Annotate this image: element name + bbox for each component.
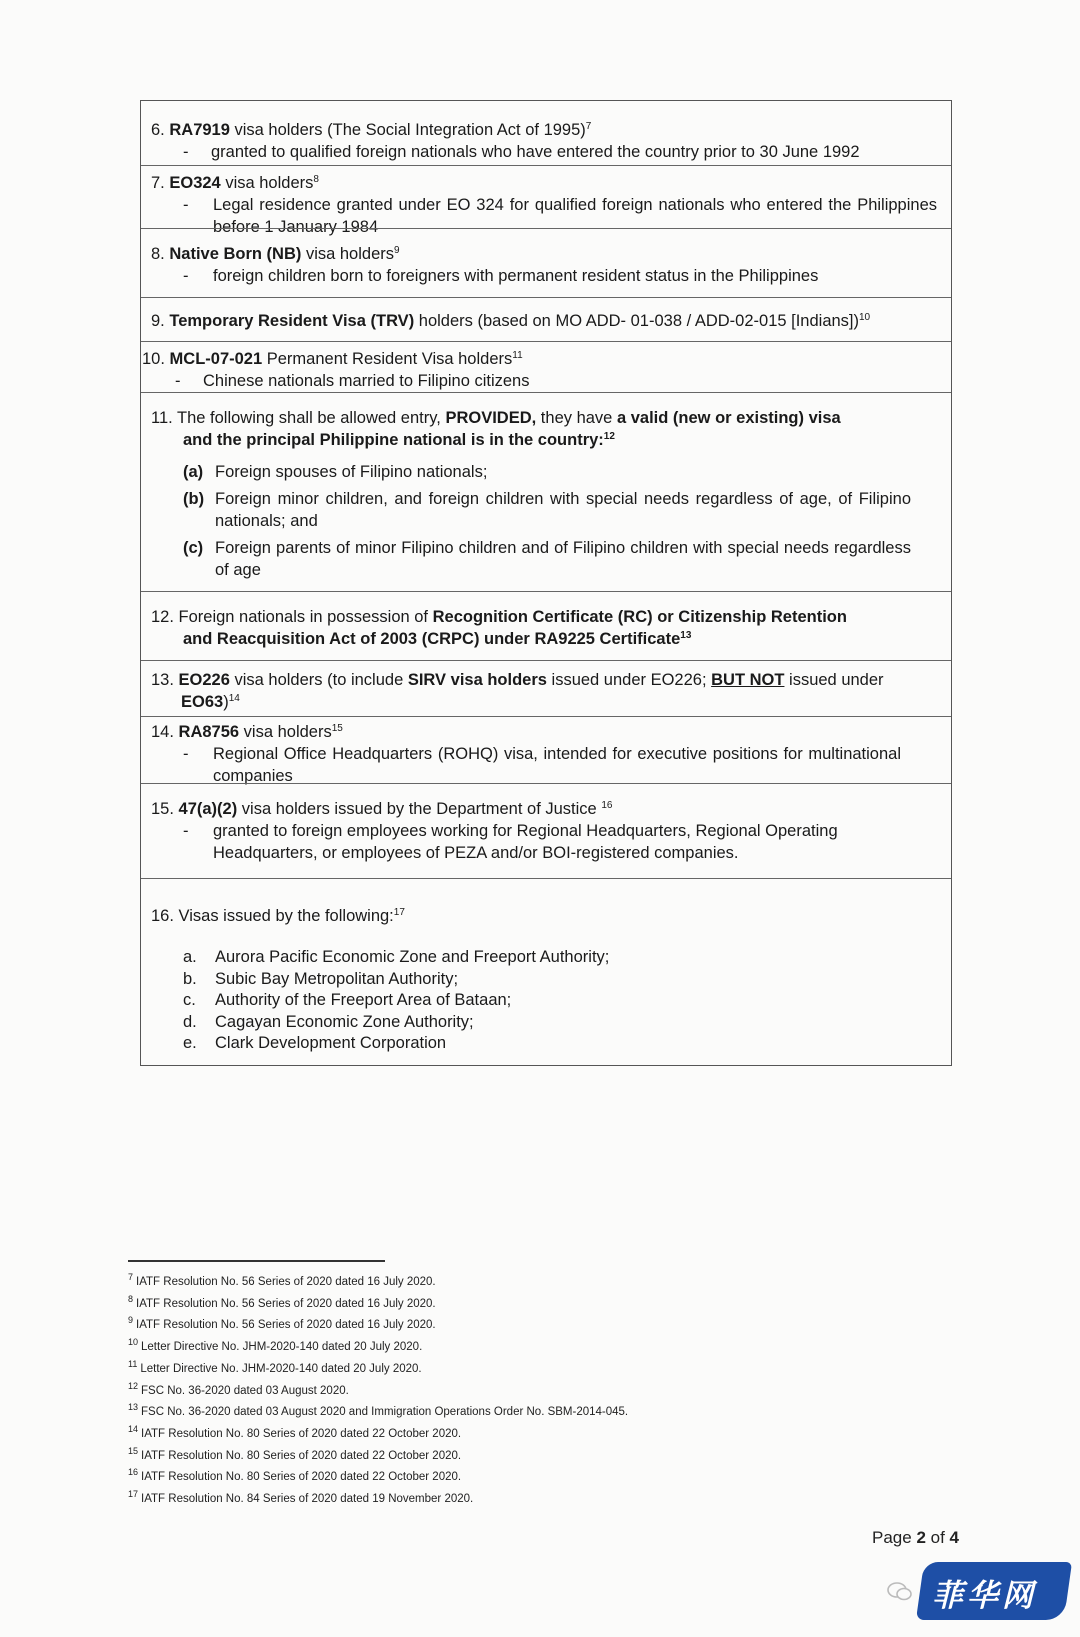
row-subtext: foreign children born to foreigners with permanent resident status in the Philippines (213, 267, 819, 285)
footnote-text: FSC No. 36-2020 dated 03 August 2020. (141, 1384, 349, 1397)
list-item (141, 461, 951, 483)
row-text: visa holders (239, 723, 332, 741)
list-item (141, 947, 951, 969)
footnote (128, 1467, 628, 1489)
list-item-label: (b) (183, 490, 205, 508)
footnote-text: Letter Directive No. JHM-2020-140 dated 20 July 2020. (140, 1362, 422, 1375)
watermark-text: 菲华网 (932, 1578, 1037, 1614)
item-number: 10. (142, 350, 170, 368)
list-item (141, 969, 951, 991)
condition-text: a valid (new or existing) visa (616, 409, 841, 427)
row-text: they have (536, 409, 617, 427)
visa-type: Native Born (NB) (169, 245, 302, 263)
item-number: 15. (151, 800, 179, 818)
visa-type: EO324 (169, 174, 221, 192)
list-item-text: Foreign minor children, and foreign children with special needs regardless of age, of Filipino nationals; and (215, 490, 911, 530)
list-item-text: Authority of the Freeport Area of Bataan; (215, 991, 512, 1009)
footnote-text: IATF Resolution No. 56 Series of 2020 dated 16 July 2020. (136, 1276, 436, 1288)
exclusion-text: BUT NOT (711, 671, 785, 689)
footnote-number: 11 (128, 1358, 138, 1369)
row-subtext: Legal residence granted under EO 324 for qualified foreign nationals who entered the Philippines before 1 January 1984 (213, 196, 937, 236)
footnote (128, 1381, 628, 1403)
chat-bubble-icon (886, 1580, 914, 1604)
page-current: 2 (916, 1528, 926, 1547)
list-item-label: e. (183, 1034, 197, 1052)
list-item-label: b. (183, 969, 197, 988)
footnote-text: Letter Directive No. JHM-2020-140 dated 20 July 2020. (141, 1341, 423, 1354)
table-row (141, 228, 951, 297)
footnote-number: 7 (128, 1272, 134, 1282)
table-row (141, 783, 951, 878)
row-text: visa holders (The Social Integration Act of 1995) (229, 121, 586, 139)
item-number: 13. (151, 671, 179, 689)
dash-bullet: - (183, 822, 189, 840)
footnote-number: 13 (128, 1402, 139, 1413)
footnote-text: IATF Resolution No. 84 Series of 2020 dated 19 November 2020. (141, 1493, 474, 1506)
footnote-ref: 14 (228, 693, 240, 704)
table-row (141, 660, 951, 716)
footnote-ref: 13 (680, 630, 692, 641)
footnote (128, 1272, 628, 1294)
row-heading (141, 393, 951, 451)
list-item-text: Foreign parents of minor Filipino children and of Filipino children with special needs regardless of age (215, 539, 911, 579)
footnote-text: IATF Resolution No. 80 Series of 2020 dated 22 October 2020. (141, 1427, 462, 1440)
dash-bullet: - (183, 267, 189, 285)
footnote-ref: 9 (394, 245, 400, 256)
row-heading (141, 229, 951, 265)
footnote (128, 1489, 628, 1511)
list-item (141, 488, 951, 532)
footnote-number: 17 (128, 1489, 139, 1500)
dash-bullet: - (183, 745, 189, 763)
item-number: 12. (151, 608, 179, 626)
row-text: visa holders (220, 174, 314, 192)
row-text: holders (based on MO ADD- 01-038 / ADD-02-015 [Indians]) (414, 312, 859, 330)
footnote-text: FSC No. 36-2020 dated 03 August 2020 and Immigration Operations Order No. SBM-2014-045. (141, 1406, 629, 1419)
footnote (128, 1359, 628, 1381)
list-item (141, 990, 951, 1012)
footnote-number: 12 (128, 1380, 139, 1391)
row-text: visa holders issued by the Department of Justice (237, 800, 602, 818)
footnote-number: 16 (128, 1467, 139, 1478)
visa-type: EO226 (178, 671, 230, 689)
footnote (128, 1337, 628, 1359)
row-heading (141, 717, 951, 743)
footnote-number: 14 (128, 1423, 139, 1434)
footnote-ref: 17 (393, 907, 405, 918)
table-row (141, 297, 951, 341)
certificate-text: Recognition Certificate (RC) or Citizenship Retention (432, 608, 847, 626)
page-label: Page (872, 1528, 917, 1547)
list-item-label: (c) (183, 539, 204, 557)
footnote-text: IATF Resolution No. 80 Series of 2020 dated 22 October 2020. (141, 1449, 462, 1462)
footnote-text: IATF Resolution No. 80 Series of 2020 dated 22 October 2020. (141, 1471, 462, 1484)
visa-type: RA8756 (178, 723, 240, 741)
item-number: 7. (151, 174, 170, 192)
footnotes (128, 1272, 628, 1511)
row-subtext: Chinese nationals married to Filipino citizens (203, 372, 530, 390)
list-item-label: d. (183, 1012, 197, 1031)
row-heading (141, 298, 951, 332)
row-text: The following shall be allowed entry, (177, 409, 446, 427)
footnote-ref: 10 (859, 312, 871, 323)
item-number: 11. (151, 409, 177, 427)
certificate-text: and Reacquisition Act of 2003 (CRPC) under RA9225 Certificate (183, 630, 681, 648)
footnote-number: 9 (128, 1315, 134, 1326)
row-text: ) (223, 693, 229, 711)
page-of: of (925, 1528, 950, 1547)
row-text: issued under (784, 671, 884, 689)
table-row (141, 878, 951, 1065)
dash-bullet: - (183, 143, 189, 161)
item-number: 8. (151, 245, 170, 263)
list-item-text: Foreign spouses of Filipino nationals; (215, 463, 488, 481)
visa-type: 47(a)(2) (178, 800, 238, 818)
dash-bullet: - (175, 372, 181, 390)
row-heading (141, 879, 951, 927)
table-row (141, 716, 951, 783)
row-heading (141, 661, 951, 713)
footnote-number: 8 (128, 1293, 134, 1304)
footnote-ref: 16 (601, 800, 613, 811)
table-row (141, 165, 951, 236)
list-item (141, 537, 951, 581)
page-total: 4 (949, 1528, 959, 1547)
item-number: 14. (151, 723, 179, 741)
footnote-text: IATF Resolution No. 56 Series of 2020 dated 16 July 2020. (136, 1319, 436, 1332)
proviso-label: PROVIDED, (445, 409, 537, 427)
footnote-number: 15 (128, 1445, 139, 1456)
footnote-ref: 8 (313, 174, 319, 185)
list-item-label: (a) (183, 463, 204, 481)
footnote-text: IATF Resolution No. 56 Series of 2020 dated 16 July 2020. (136, 1297, 436, 1310)
list-item-text: Cagayan Economic Zone Authority; (215, 1012, 474, 1031)
footnote (128, 1446, 628, 1468)
footnote (128, 1424, 628, 1446)
row-heading (141, 592, 951, 650)
item-number: 9. (151, 312, 170, 330)
dash-bullet: - (183, 196, 189, 214)
row-heading (141, 784, 951, 820)
row-heading (141, 342, 951, 370)
item-number: 16. (151, 907, 179, 925)
watermark-logo (886, 1558, 1072, 1624)
visa-type: Temporary Resident Visa (TRV) (169, 312, 415, 330)
footnote (128, 1315, 628, 1337)
list-item-label: a. (183, 948, 197, 966)
row-subtext: Regional Office Headquarters (ROHQ) visa, intended for executive positions for multinational companies (213, 745, 901, 785)
row-text: visa holders (301, 245, 395, 263)
row-heading (141, 166, 951, 194)
table-row (141, 392, 951, 591)
visa-category-table (140, 100, 952, 1066)
footnote (128, 1294, 628, 1316)
visa-type: SIRV visa holders (407, 671, 547, 689)
row-subtext: granted to qualified foreign nationals who have entered the country prior to 30 June 1992 (211, 143, 860, 161)
footnote-ref: 12 (603, 431, 615, 442)
list-item-label: c. (183, 991, 196, 1009)
footnote-ref: 11 (512, 350, 523, 361)
list-item-text: Subic Bay Metropolitan Authority; (215, 969, 459, 988)
page-number (872, 1528, 959, 1548)
visa-type: RA7919 (169, 121, 230, 139)
table-row (141, 341, 951, 392)
list-item (141, 1033, 951, 1055)
table-row (141, 591, 951, 660)
row-text: Visas issued by the following: (178, 907, 394, 925)
row-text: Foreign nationals in possession of (178, 608, 433, 626)
footnote-number: 10 (128, 1337, 139, 1348)
footnote-ref: 15 (331, 723, 343, 734)
footnote-ref: 7 (585, 121, 592, 132)
row-heading (141, 101, 951, 141)
list-item-text: Clark Development Corporation (215, 1034, 447, 1052)
row-text: issued under EO226; (546, 671, 712, 689)
row-text: visa holders (to include (229, 671, 408, 689)
condition-text: and the principal Philippine national is in the country: (183, 431, 604, 449)
visa-type: EO63 (181, 693, 224, 711)
visa-type: MCL-07-021 (169, 350, 263, 368)
row-text: Permanent Resident Visa holders (262, 350, 513, 368)
table-row (141, 101, 951, 165)
item-number: 6. (151, 121, 170, 139)
footnote (128, 1402, 628, 1424)
footnote-divider (128, 1260, 385, 1262)
row-subtext: granted to foreign employees working for Regional Headquarters, Regional Operating Headquarters, or employees of PEZA and/or BOI-registered companies. (213, 822, 838, 862)
list-item-text: Aurora Pacific Economic Zone and Freeport Authority; (215, 948, 610, 966)
list-item (141, 1012, 951, 1034)
